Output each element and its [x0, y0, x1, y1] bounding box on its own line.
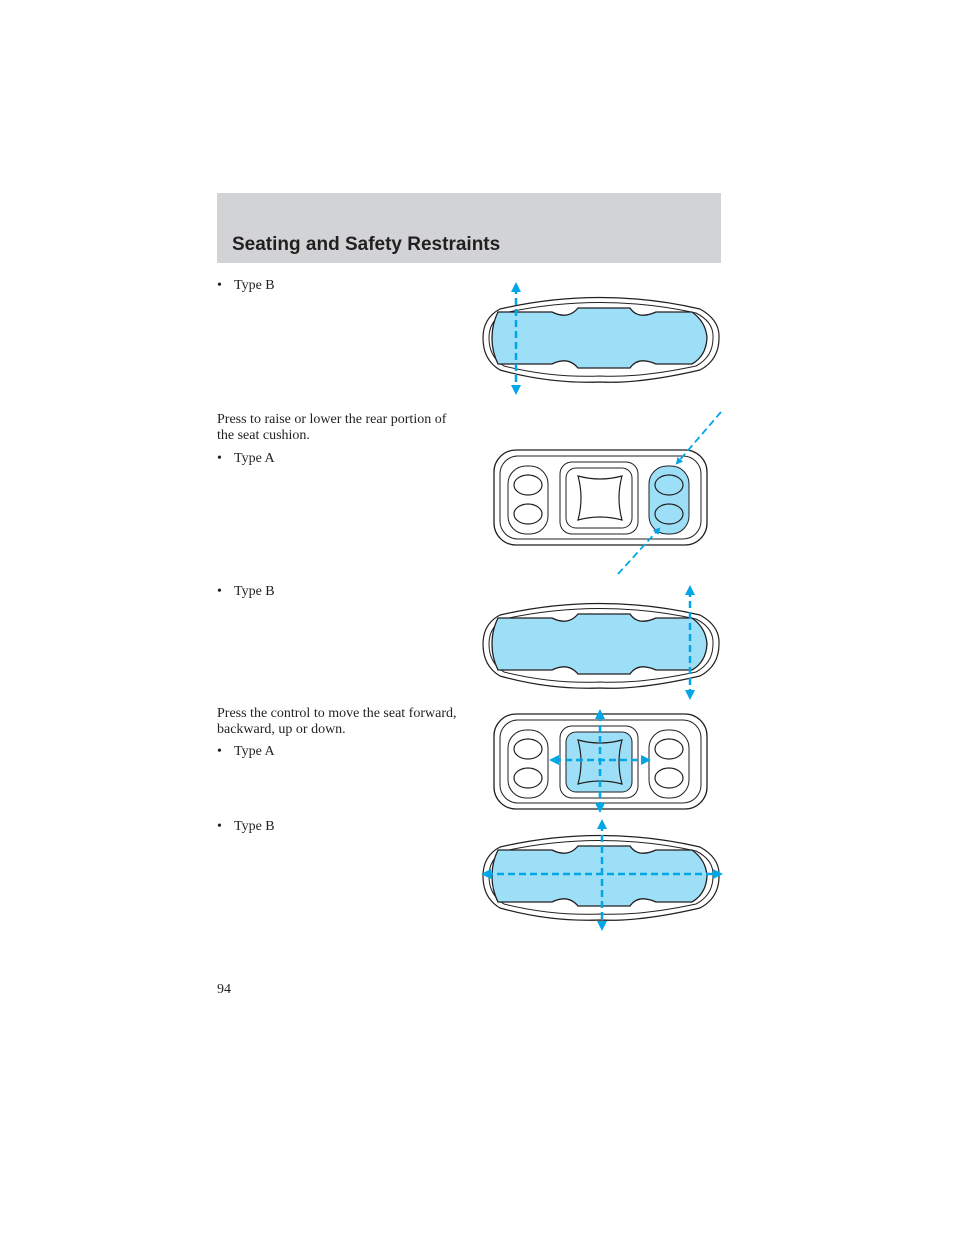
bullet-dot-icon: •: [217, 584, 222, 599]
seat-control-type-b-illustration: [480, 282, 720, 394]
list-item-label: Type B: [234, 278, 275, 293]
seat-control-type-a-illustration: [490, 708, 710, 814]
list-item: [217, 584, 275, 600]
right-button-top: [655, 475, 683, 495]
instruction-paragraph: Press the control to move the seat forward, backward, up or down.: [217, 706, 457, 737]
list-item-label: Type A: [234, 744, 275, 759]
list-item: [217, 451, 275, 467]
bullet-dot-icon: •: [217, 744, 222, 759]
arrow-upper-diagonal: [678, 412, 721, 462]
list-item-label: Type B: [234, 584, 275, 599]
right-button-top: [655, 739, 683, 759]
left-button-bottom: [514, 768, 542, 788]
list-item-label: Type A: [234, 451, 275, 466]
bullet-dot-icon: •: [217, 451, 222, 466]
bullet-dot-icon: •: [217, 819, 222, 834]
list-item: [217, 819, 275, 835]
bullet-dot-icon: •: [217, 278, 222, 293]
section-title: Seating and Safety Restraints: [232, 234, 501, 255]
list-item: [217, 278, 275, 294]
seat-control-type-b-illustration: [480, 588, 720, 700]
instruction-paragraph: Press to raise or lower the rear portion of the seat cushion.: [217, 412, 447, 443]
switch-surface: [492, 846, 707, 906]
section-header: [217, 193, 721, 263]
switch-surface: [492, 614, 707, 674]
seat-control-type-b-illustration: [480, 820, 722, 932]
right-button-bottom: [655, 768, 683, 788]
center-joystick: [578, 476, 622, 520]
list-item-label: Type B: [234, 819, 275, 834]
left-button-top: [514, 475, 542, 495]
switch-surface: [492, 308, 707, 368]
page-number: 94: [217, 982, 231, 997]
list-item: [217, 744, 275, 760]
seat-control-type-a-illustration: [490, 410, 725, 580]
right-button-bottom: [655, 504, 683, 524]
left-button-top: [514, 739, 542, 759]
left-button-bottom: [514, 504, 542, 524]
